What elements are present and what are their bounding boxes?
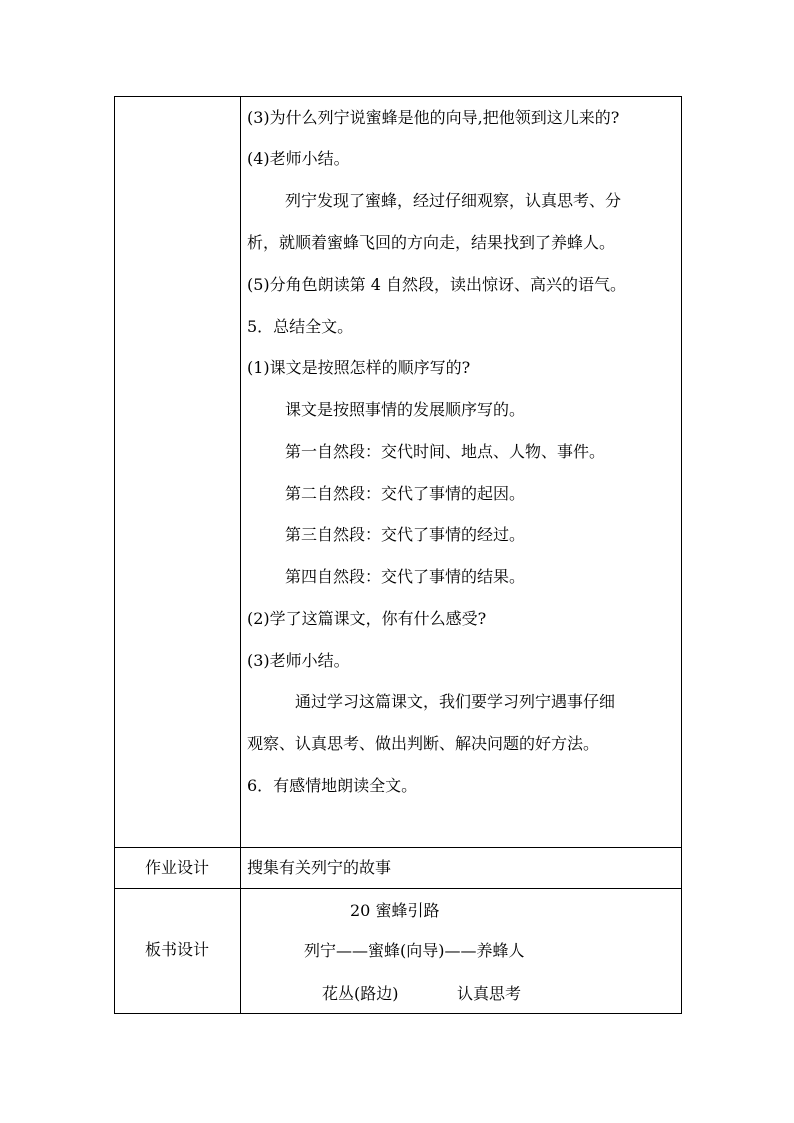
text-line: 列宁发现了蜜蜂，经过仔细观察，认真思考、分 xyxy=(285,191,622,210)
text-line: (1)课文是按照怎样的顺序写的? xyxy=(247,358,471,377)
table-column-divider xyxy=(240,96,241,1014)
board-label: 板书设计 xyxy=(144,940,209,959)
text-line: 通过学习这篇课文，我们要学习列宁遇事仔细 xyxy=(295,692,616,711)
text-line: 第四自然段：交代了事情的结果。 xyxy=(285,567,526,586)
text-line: (3)为什么列宁说蜜蜂是他的向导,把他领到这儿来的? xyxy=(247,108,620,127)
text-line: 第一自然段：交代时间、地点、人物、事件。 xyxy=(285,442,606,461)
text-line: 6．有感情地朗读全文。 xyxy=(247,776,418,795)
table-divider-board xyxy=(114,888,682,889)
text-line: 第二自然段：交代了事情的起因。 xyxy=(285,484,526,503)
text-line: 课文是按照事情的发展顺序写的。 xyxy=(285,400,526,419)
table-border-bottom xyxy=(114,1013,682,1014)
board-line-2-right: 认真思考 xyxy=(457,984,522,1003)
homework-label: 作业设计 xyxy=(144,858,209,877)
lesson-table xyxy=(114,96,682,1014)
text-line: (4)老师小结。 xyxy=(247,149,350,168)
table-border-right xyxy=(681,96,682,1014)
homework-content: 搜集有关列宁的故事 xyxy=(247,858,392,877)
text-line: (5)分角色朗读第 4 自然段，读出惊讶、高兴的语气。 xyxy=(247,275,627,294)
table-border-top xyxy=(114,96,682,97)
board-title: 20 蜜蜂引路 xyxy=(350,901,440,920)
text-line: (3)老师小结。 xyxy=(247,651,350,670)
board-line-2-left: 花丛(路边) xyxy=(322,984,399,1003)
table-divider-homework xyxy=(114,847,682,848)
text-line: (2)学了这篇课文，你有什么感受? xyxy=(247,609,487,628)
board-line-1: 列宁——蜜蜂(向导)——养蜂人 xyxy=(304,941,525,960)
text-line: 第三自然段：交代了事情的经过。 xyxy=(285,525,526,544)
text-line: 5．总结全文。 xyxy=(247,317,354,336)
text-line: 析，就顺着蜜蜂飞回的方向走，结果找到了养蜂人。 xyxy=(247,233,616,252)
text-line: 观察、认真思考、做出判断、解决问题的好方法。 xyxy=(247,734,600,753)
